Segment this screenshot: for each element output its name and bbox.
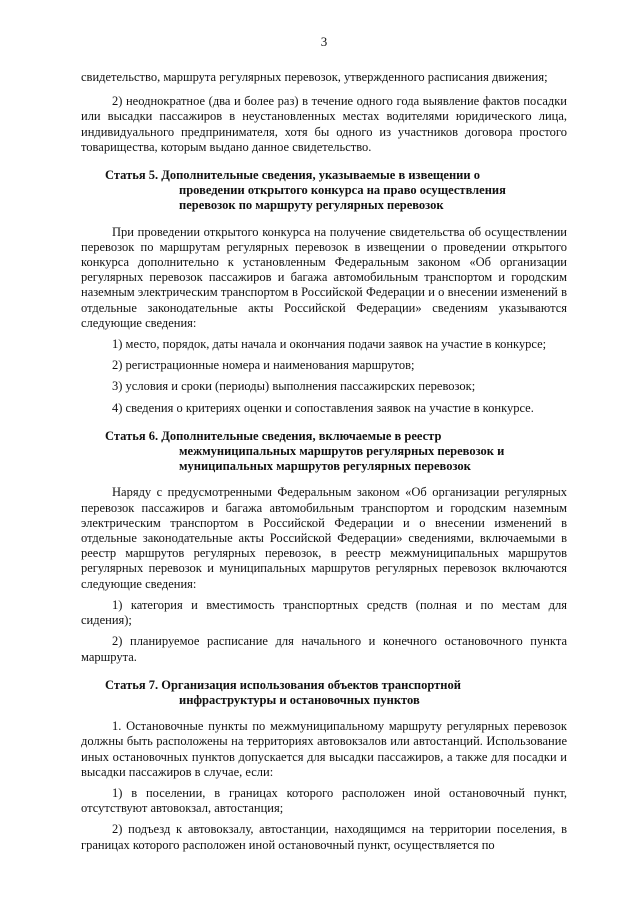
list-item: 1) в поселении, в границах которого расположен иной остановочный пункт, отсутствуют автовокзал, автостанция; <box>81 785 567 816</box>
list-item: 2) регистрационные номера и наименования маршрутов; <box>112 358 415 373</box>
paragraph: Наряду с предусмотренными Федеральным законом «Об организации регулярных перевозок пассажиров и багажа автомобильным транспортом и городским наземным электрическим транспортом в Российской Федерации и о внесении изменений в отдельные законодательные акты Российской Федерации» сведениями, включаемыми в реестр маршрутов регулярных перевозок, в реестр межмуниципальных маршрутов регулярных перевозок и муниципальных маршрутов регулярных перевозок включаются следующие сведения: <box>81 485 567 591</box>
list-item: 3) условия и сроки (периоды) выполнения пассажирских перевозок; <box>112 379 476 394</box>
article-7-heading <box>81 678 567 708</box>
article-5-heading <box>81 168 567 214</box>
list-item: 1) место, порядок, даты начала и окончания подачи заявок на участие в конкурсе; <box>112 337 547 352</box>
list-item: 1) категория и вместимость транспортных средств (полная и по местам для сидения); <box>81 597 567 628</box>
list-item: 2) подъезд к автовокзалу, автостанции, находящимся на территории поселения, в границах которого расположен иной остановочный пункт, осуществляется по <box>81 822 567 852</box>
article-6-heading <box>81 429 567 475</box>
article-heading-line: Статья 6. Дополнительные сведения, включаемые в реестр <box>105 428 442 443</box>
paragraph: свидетельство, маршрута регулярных перевозок, утвержденного расписания движения; <box>81 70 548 84</box>
paragraph: При проведении открытого конкурса на получение свидетельства об осуществлении перевозок по маршрутам регулярных перевозок в извещении о проведении открытого конкурса дополнительно к установленным Федеральным законом «Об организации регулярных перевозок пассажиров и багажа автомобильным транспортом и городским наземным электрическим транспортом в Российской Федерации и о внесении изменений в отдельные законодательные акты Российской Федерации» сведениям указываются следующие сведения: <box>81 224 567 330</box>
list-item: 4) сведения о критериях оценки и сопоставления заявок на участие в конкурсе. <box>112 400 534 415</box>
article-heading-line: Статья 7. Организация использования объектов транспортной <box>105 677 461 692</box>
paragraph: 2) неоднократное (два и более раз) в течение одного года выявление фактов посадки или высадки пассажиров в неустановленных местах водителями юридического лица, индивидуального предпринимателя, хотя бы одного из участников договора простого товарищества, которым выдано данное свидетельство. <box>81 94 567 154</box>
page-number: 3 <box>320 34 328 49</box>
paragraph: 1. Остановочные пункты по межмуниципальному маршруту регулярных перевозок должны быть расположены на территориях автовокзалов или автостанций. Использование иных остановочных пунктов допускается для высадки пассажиров, а также для посадки и высадки пассажиров в случае, если: <box>81 719 567 779</box>
list-item: 2) планируемое расписание для начального и конечного остановочного пункта маршрута. <box>81 634 567 664</box>
article-heading-line: инфраструктуры и остановочных пунктов <box>179 692 420 707</box>
article-heading-line: перевозок по маршруту регулярных перевозок <box>179 198 444 213</box>
article-heading-line: проведении открытого конкурса на право осуществления <box>179 183 506 198</box>
article-heading-line: Статья 5. Дополнительные сведения, указываемые в извещении о <box>105 168 480 183</box>
article-heading-line: межмуниципальных маршрутов регулярных перевозок и <box>179 444 505 459</box>
article-heading-line: муниципальных маршрутов регулярных перевозок <box>179 459 471 474</box>
